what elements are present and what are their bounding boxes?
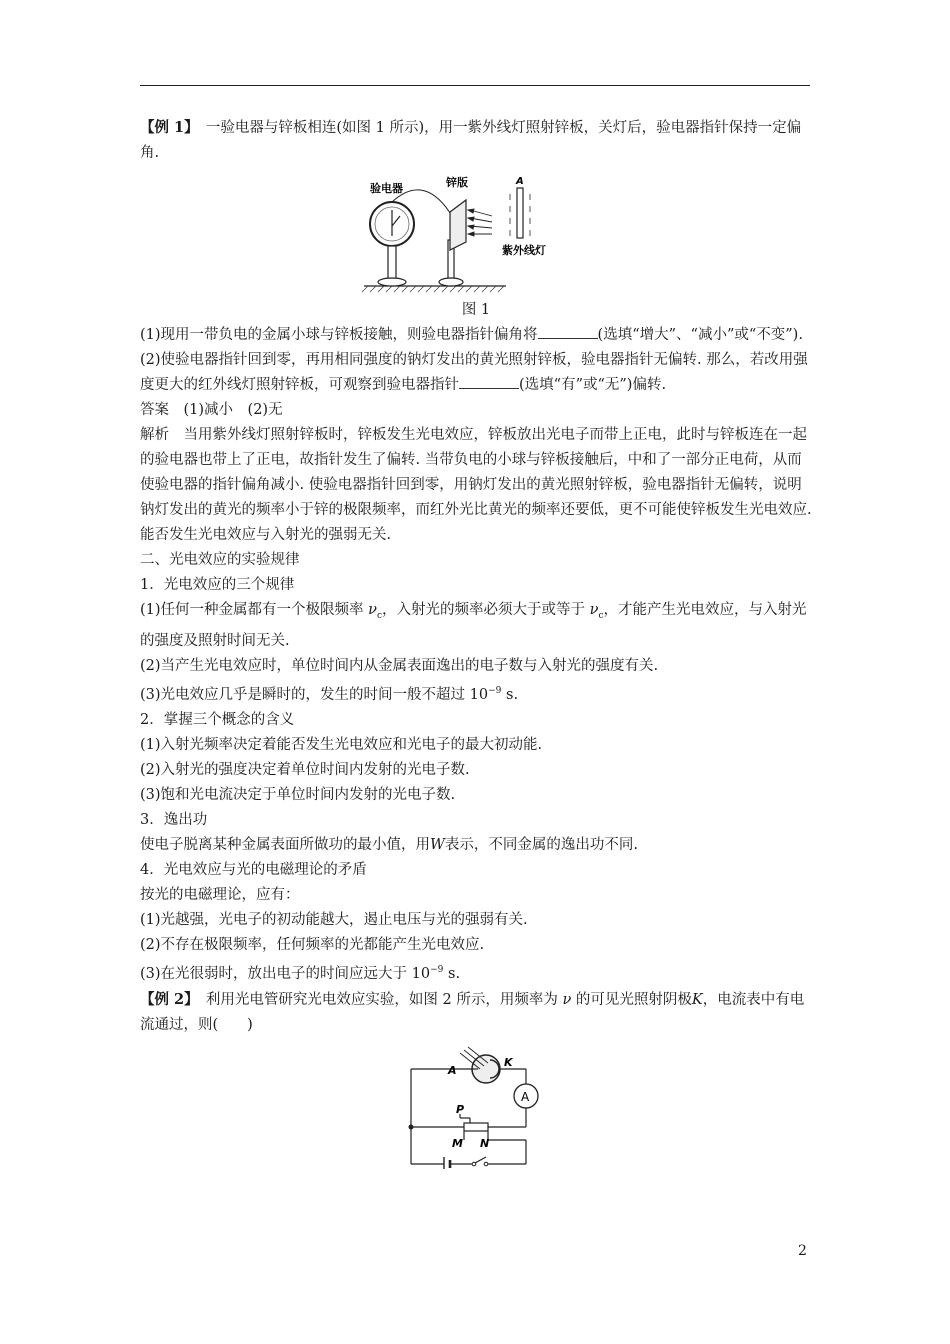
phototube-circuit-diagram	[406, 1044, 546, 1169]
theory-intro: 按光的电磁理论，应有：	[140, 886, 300, 903]
example1-answer: 答案 (1)减小 (2)无	[140, 402, 283, 418]
section2-heading: 二、光电效应的实验规律	[140, 552, 300, 568]
lamp-label-A: A	[516, 176, 524, 187]
concept-1: (1)入射光频率决定着能否发生光电效应和光电子的最大初动能.	[140, 736, 543, 753]
example1-intro: 【例 1】 一验电器与锌板相连(如图 1 所示)，用一紫外线灯照射锌板，关灯后，验电器指针保持一定偏角.	[140, 119, 802, 161]
label-electroscope: 验电器	[370, 182, 403, 195]
concept-2: (2)入射光的强度决定着单位时间内发射的光电子数.	[140, 761, 470, 778]
contradiction-3: (3)在光很弱时，放出电子的时间应远大于 $10^{-9}$ s.	[140, 964, 461, 982]
rule-1: (1)任何一种金属都有一个极限频率 $\nu_c$，入射光的频率必须大于或等于 $\nu_c$，才能产生光电效应，与入射光的强度及照射时间无关.	[140, 602, 807, 649]
example2-tag: 【例 2】	[140, 990, 192, 1008]
contradiction-2: (2)不存在极限频率，任何频率的光都能产生光电效应.	[140, 936, 485, 953]
example1-question1: (1)现用一带负电的金属小球与锌板接触，则验电器指针偏角将 (选填“增大”、“减小”或“不变”).	[140, 323, 812, 348]
example1-tag: 【例 1】	[140, 119, 192, 136]
answer-blank-1	[538, 324, 598, 339]
section2-subtitle-4: 4．光电效应与光的电磁理论的矛盾	[140, 861, 367, 878]
concept-3: (3)饱和光电流决定于单位时间内发射的光电子数.	[140, 786, 456, 803]
anode-label: A	[448, 1063, 457, 1077]
terminal-label-N: N	[480, 1136, 490, 1150]
example1-analysis: 解析 当用紫外线灯照射锌板时，锌板发生光电效应，锌板放出光电子而带上正电，此时与锌板连在一起的验电器也带上了正电，故指针发生了偏转. 当带负电的小球与锌板接触后，中和了一部分正电荷，从而使验电器的指针偏角减小. 使验电器指针回到零，用钠灯发出的黄光照射锌板，验电器指针无偏转，说明钠灯发出的黄光的频率小于锌的极限频率，而红外光比黄光的频率还要低，更不可能使锌板发生光电效应. 能否发生光电效应与入射光的强弱无关.	[140, 427, 812, 543]
figure-1-caption: 图 1	[461, 302, 491, 318]
rule-3: (3)光电效应几乎是瞬时的，发生的时间一般不超过 $10^{-9}$ s.	[140, 685, 519, 703]
electroscope-diagram	[356, 170, 596, 296]
work-function-text: 使电子脱离某种金属表面所做功的最小值，用W表示，不同金属的逸出功不同.	[140, 836, 639, 853]
section2-subtitle-3: 3．逸出功	[140, 811, 208, 828]
contradiction-1: (1)光越强，光电子的初动能越大，遏止电压与光的强弱有关.	[140, 911, 528, 928]
ammeter-label: A	[521, 1089, 530, 1104]
page-number: 2	[798, 1243, 807, 1259]
answer-blank-2	[459, 374, 519, 389]
rule-2: (2)当产生光电效应时，单位时间内从金属表面逸出的电子数与入射光的强度有关.	[140, 657, 659, 674]
slider-label-P: P	[456, 1102, 465, 1116]
label-uv-lamp: 紫外线灯	[502, 244, 546, 257]
terminal-label-M: M	[452, 1136, 463, 1150]
cathode-label: K	[504, 1055, 513, 1069]
figure-1	[140, 170, 812, 296]
section2-subtitle-2: 2．掌握三个概念的含义	[140, 711, 295, 728]
example1-question2: (2)使验电器指针回到零，再用相同强度的钠灯发出的黄光照射锌板，验电器指针无偏转. 那么，若改用强度更大的红外线灯照射锌板，可观察到验电器指针 (选填“有”或“无”)偏转.	[140, 352, 808, 393]
header-rule	[140, 85, 810, 86]
example2-text: 【例 2】 利用光电管研究光电效应实验，如图 2 所示，用频率为 ν 的可见光照射阴极K，电流表中有电流通过，则( )	[140, 990, 805, 1033]
section2-subtitle-1: 1．光电效应的三个规律	[140, 577, 295, 593]
document-body	[140, 115, 812, 1169]
label-zinc-plate: 锌版	[446, 176, 468, 189]
figure-2	[140, 1044, 812, 1169]
